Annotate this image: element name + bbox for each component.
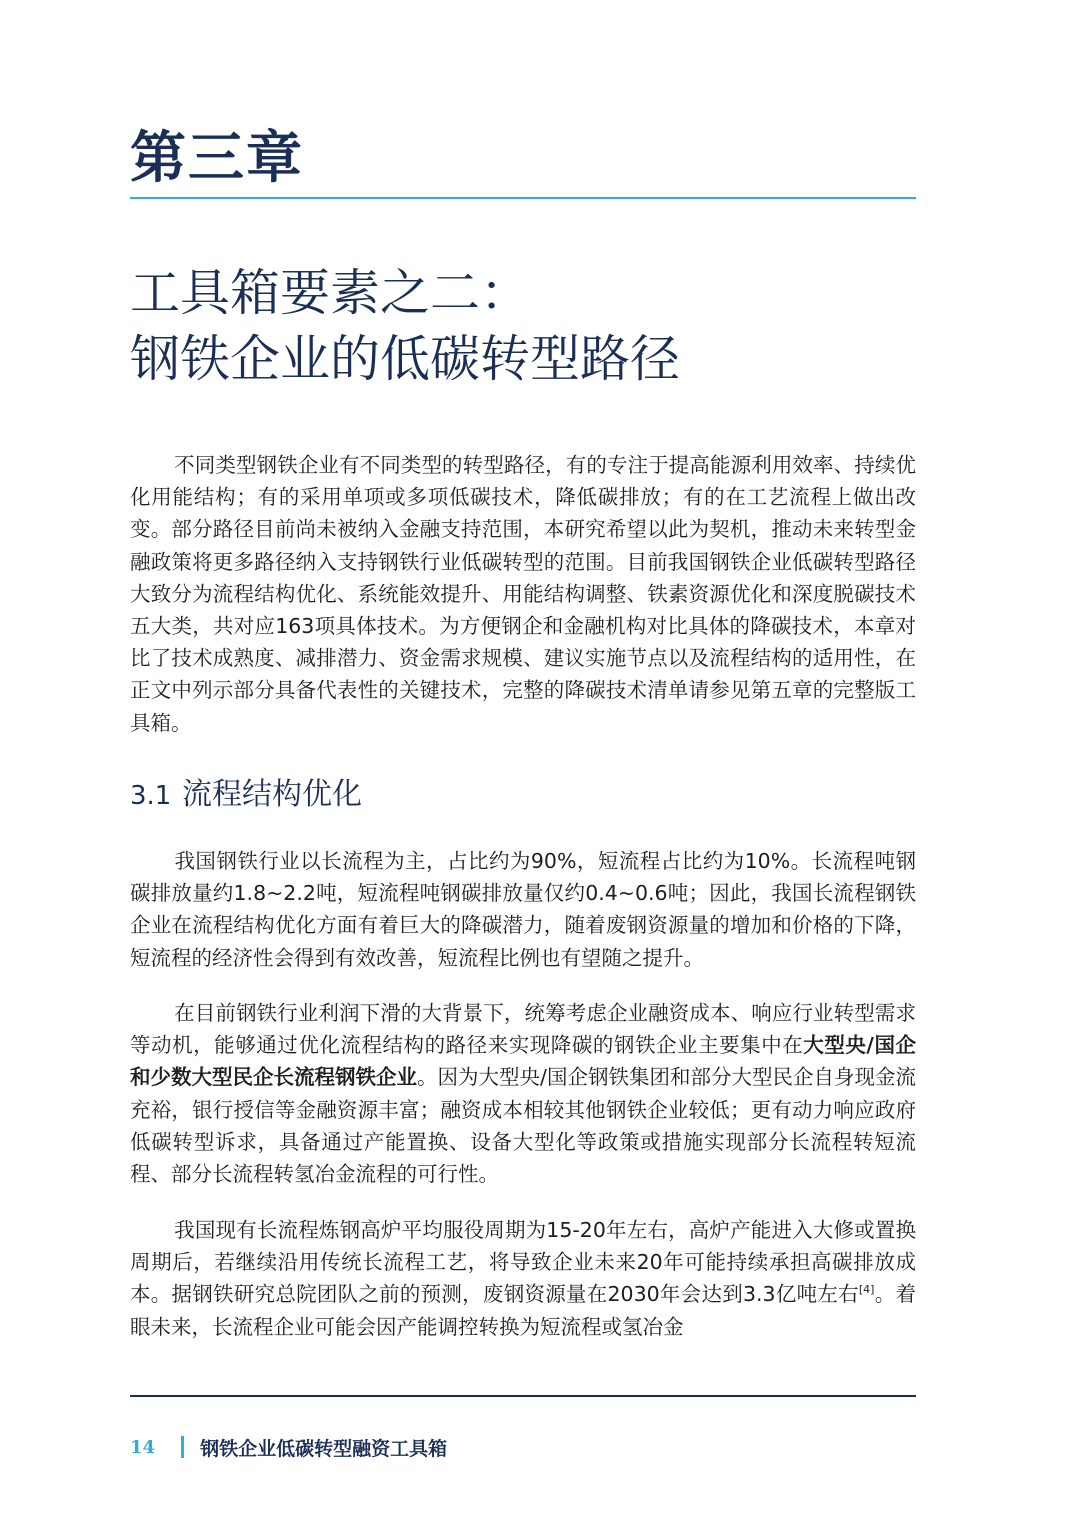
paragraph-3-text-after: 。着眼未来，长流程企业可能会因产能调控转换为短流程或氢冶金 xyxy=(130,1282,916,1339)
paragraph-3 xyxy=(130,1214,916,1343)
footer-separator xyxy=(181,1436,184,1458)
chapter-label: 第三章 xyxy=(130,126,304,191)
paragraph-2-bold-text: 大型央/国企和少数大型民企长流程钢铁企业 xyxy=(130,1033,916,1090)
paragraph-3-text-before: 我国现有长流程炼钢高炉平均服役周期为15-20年左右，高炉产能进入大修或置换周期后，若继续沿用传统长流程工艺，将导致企业未来20年可能持续承担高碳排放成本。据钢铁研究总院团队之前的预测，废钢资源量在2030年会达到3.3亿吨左右 xyxy=(130,1218,916,1307)
chapter-title-line-1: 工具箱要素之二： xyxy=(130,264,530,322)
paragraph-2 xyxy=(130,997,916,1190)
paragraph-2-text-before: 在目前钢铁行业利润下滑的大背景下，统筹考虑企业融资成本、响应行业转型需求等动机，能够通过优化流程结构的路径来实现降碳的钢铁企业主要集中在 xyxy=(130,1001,916,1058)
chapter-divider xyxy=(130,197,916,199)
paragraph-1 xyxy=(130,845,916,974)
intro-paragraph xyxy=(130,449,916,739)
paragraph-1-text: 我国钢铁行业以长流程为主，占比约为90%，短流程占比约为10%。长流程吨钢碳排放量约1.8~2.2吨，短流程吨钢碳排放量仅约0.4~0.6吨；因此，我国长流程钢铁企业在流程结构优化方面有着巨大的降碳潜力，随着废钢资源量的增加和价格的下降，短流程的经济性会得到有效改善，短流程比例也有望随之提升。 xyxy=(130,849,916,970)
footnote-reference[interactable]: [4] xyxy=(858,1283,875,1297)
chapter-title-line-2: 钢铁企业的低碳转型路径 xyxy=(130,330,680,388)
page-footer xyxy=(130,1432,447,1462)
intro-text: 不同类型钢铁企业有不同类型的转型路径，有的专注于提高能源利用效率、持续优化用能结构；有的采用单项或多项低碳技术，降低碳排放；有的在工艺流程上做出改变。部分路径目前尚未被纳入金融支持范围，本研究希望以此为契机，推动未来转型金融政策将更多路径纳入支持钢铁行业低碳转型的范围。目前我国钢铁企业低碳转型路径大致分为流程结构优化、系统能效提升、用能结构调整、铁素资源优化和深度脱碳技术五大类，共对应163项具体技术。为方便钢企和金融机构对比具体的降碳技术，本章对比了技术成熟度、减排潜力、资金需求规模、建议实施节点以及流程结构的适用性，在正文中列示部分具备代表性的关键技术，完整的降碳技术清单请参见第五章的完整版工具箱。 xyxy=(130,453,916,735)
footer-divider xyxy=(130,1395,916,1397)
section-title: 流程结构优化 xyxy=(182,777,362,812)
section-number: 3.1 xyxy=(130,781,172,811)
page-number: 14 xyxy=(130,1436,156,1458)
chapter-title xyxy=(130,260,930,392)
paragraph-2-text-after: 。因为大型央/国企钢铁集团和部分大型民企自身现金流充裕，银行授信等金融资源丰富；融资成本相较其他钢铁企业较低；更有动力响应政府低碳转型诉求，具备通过产能置换、设备大型化等政策或措施实现部分长流程转短流程、部分长流程转氢冶金流程的可行性。 xyxy=(130,1065,917,1187)
book-title: 钢铁企业低碳转型融资工具箱 xyxy=(200,1437,448,1460)
section-heading xyxy=(130,773,362,818)
